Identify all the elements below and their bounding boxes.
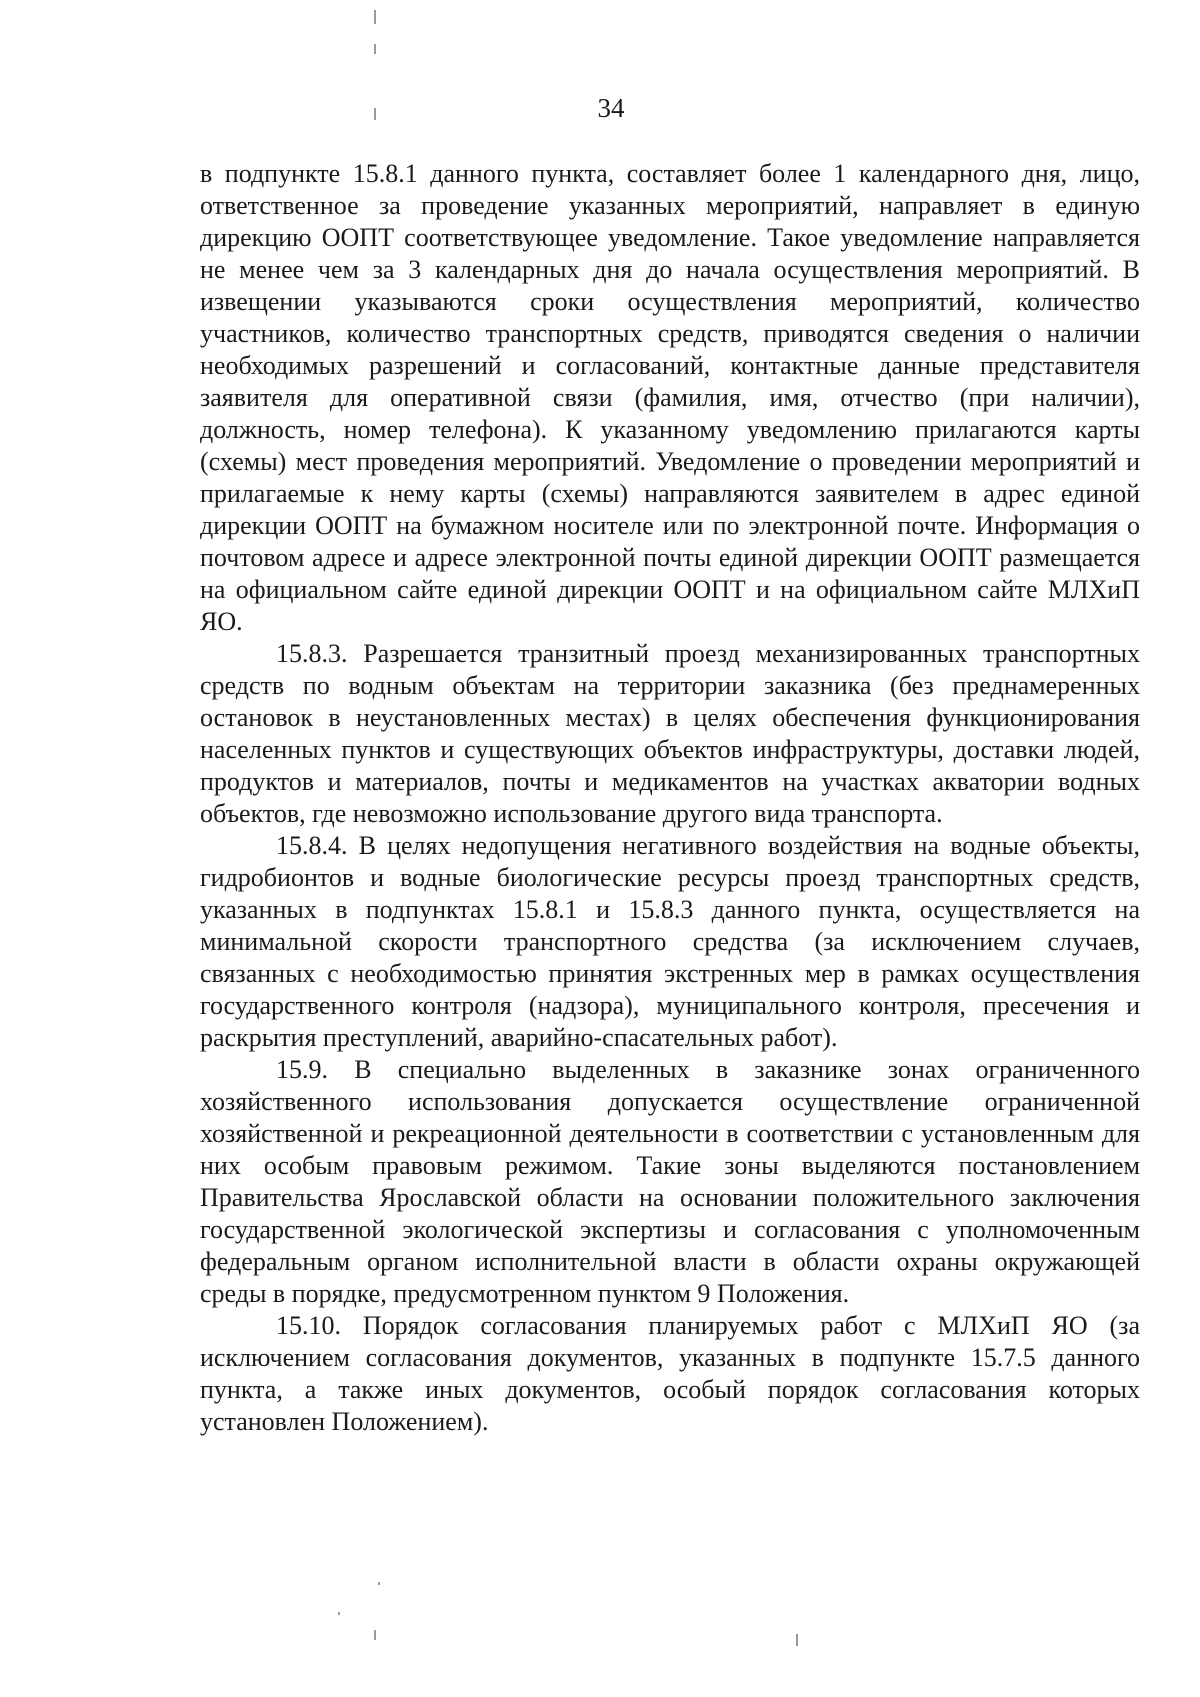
paragraph-15-10: 15.10. Порядок согласования планируемых работ с МЛХиП ЯО (за исключением согласования документов, указанных в подпункте 15.7.5 данного пункта, а также иных документов, особый порядок согласования которых установлен Положением). [200,1311,1140,1436]
paragraph-15-9: 15.9. В специально выделенных в заказнике зонах ограниченного хозяйственного использования допускается осуществление ограниченной хозяйственной и рекреационной деятельности в соответствии с установленным для них особым правовым режимом. Такие зоны выделяются постановлением Правительства Ярославской области на основании положительного заключения государственной экологической экспертизы и согласования с уполномоченным федеральным органом исполнительной власти в области охраны окружающей среды в порядке, предусмотренном пунктом 9 Положения. [200,1055,1140,1308]
scan-artifact [378,1582,380,1585]
scan-artifact [374,10,376,24]
scan-artifact [796,1634,798,1646]
paragraph-15-8-2-continuation: в подпункте 15.8.1 данного пункта, составляет более 1 календарного дня, лицо, ответственное за проведение указанных мероприятий, направляет в единую дирекцию ООПТ соответствующее уведомление. Такое уведомление направляется не менее чем за 3 календарных дня до начала осуществления мероприятий. В извещении указываются сроки осуществления мероприятий, количество участников, количество транспортных средств, приводятся сведения о наличии необходимых разрешений и согласований, контактные данные представителя заявителя для оперативной связи (фамилия, имя, отчество (при наличии), должность, номер телефона). К указанному уведомлению прилагаются карты (схемы) мест проведения мероприятий. Уведомление о проведении мероприятий и прилагаемые к нему карты (схемы) направляются заявителем в адрес единой дирекции ООПТ на бумажном носителе или по электронной почте. Информация о почтовом адресе и адресе электронной почты единой дирекции ООПТ размещается на официальном сайте единой дирекции ООПТ и на официальном сайте МЛХиП ЯО. [200,159,1140,636]
paragraph-15-8-4: 15.8.4. В целях недопущения негативного воздействия на водные объекты, гидробионтов и водные биологические ресурсы проезд транспортных средств, указанных в подпунктах 15.8.1 и 15.8.3 данного пункта, осуществляется на минимальной скорости транспортного средства (за исключением случаев, связанных с необходимостью принятия экстренных мер в рамках осуществления государственного контроля (надзора), муниципального контроля, пресечения и раскрытия преступлений, аварийно-спасательных работ). [200,831,1140,1052]
page-number: 34 [597,93,625,123]
scan-artifact [374,1630,376,1640]
paragraph-15-8-3: 15.8.3. Разрешается транзитный проезд механизированных транспортных средств по водным объектам на территории заказника (без преднамеренных остановок в неустановленных местах) в целях обеспечения функционирования населенных пунктов и существующих объектов инфраструктуры, доставки людей, продуктов и материалов, почты и медикаментов на участках акватории водных объектов, где невозможно использование другого вида транспорта. [200,639,1140,828]
document-body [200,158,1140,1438]
scan-artifact [338,1612,340,1615]
scan-artifact [374,44,376,54]
